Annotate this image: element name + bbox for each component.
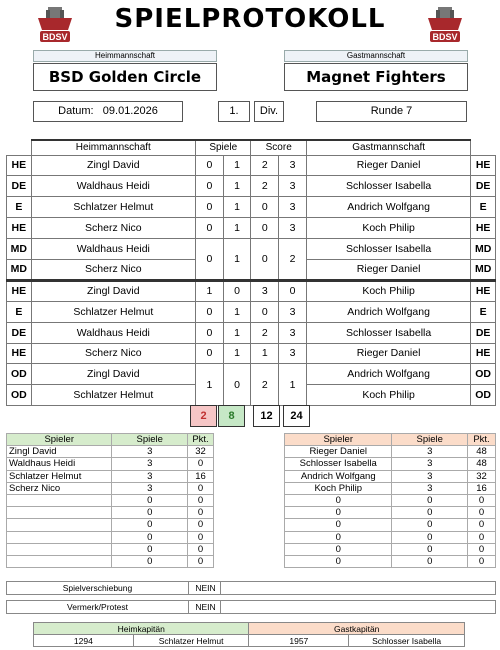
away-games: 0: [223, 364, 251, 406]
home-games: 0: [196, 197, 224, 218]
away-captain-id: 1957: [249, 635, 349, 647]
match-row: [7, 239, 496, 260]
stats-points: 0: [188, 555, 214, 567]
match-row: [7, 280, 496, 301]
away-games: 1: [223, 301, 251, 322]
stats-points: 0: [468, 519, 496, 531]
date-label: Datum:: [58, 105, 94, 117]
stats-games: 0: [112, 531, 188, 543]
stats-header: [7, 434, 214, 446]
stats-player: 0: [285, 494, 392, 506]
game-type-home: MD: [7, 239, 32, 260]
match-row: [7, 176, 496, 197]
home-player: Waldhaus Heidi: [31, 176, 195, 197]
captains-row: [34, 635, 465, 647]
stats-games: 0: [392, 543, 468, 555]
home-captain-id: 1294: [34, 635, 134, 647]
stats-row: [285, 543, 496, 555]
stats-points: 48: [468, 446, 496, 458]
stats-player: [7, 519, 112, 531]
stats-player: [7, 507, 112, 519]
stats-row: [7, 446, 214, 458]
home-score: 2: [251, 176, 279, 197]
stats-points: 0: [188, 482, 214, 494]
stats-row: [285, 458, 496, 470]
home-player: Scherz Nico: [31, 343, 195, 364]
game-type-away: E: [471, 197, 496, 218]
stats-row: [7, 494, 214, 506]
header-spiele: Spiele: [196, 140, 251, 155]
match-row: [7, 343, 496, 364]
stats-games: 0: [392, 555, 468, 567]
home-captain-label: Heimkapitän: [34, 623, 249, 635]
away-player: Koch Philip: [306, 280, 470, 301]
away-score: 3: [279, 343, 307, 364]
header-home: Heimmannschaft: [31, 140, 195, 155]
svg-text:BDSV: BDSV: [42, 32, 68, 42]
match-row: [7, 322, 496, 343]
stats-player: Scherz Nico: [7, 482, 112, 494]
stats-games: 3: [392, 482, 468, 494]
home-team-label: Heimmannschaft: [33, 50, 217, 62]
stats-points: 48: [468, 458, 496, 470]
match-table: [6, 139, 496, 406]
home-score: 1: [251, 343, 279, 364]
stats-games: 3: [392, 458, 468, 470]
away-games: 1: [223, 176, 251, 197]
home-score: 3: [251, 280, 279, 301]
division-number: 1.: [218, 101, 250, 122]
stats-player: Zingl David: [7, 446, 112, 458]
stats-games: 0: [112, 494, 188, 506]
stats-player: 0: [285, 555, 392, 567]
stats-header: [285, 434, 496, 446]
home-player: Schlatzer Helmut: [31, 385, 195, 406]
stats-points: 0: [188, 543, 214, 555]
stats-header-player: Spieler: [285, 434, 392, 446]
away-games: 1: [223, 239, 251, 281]
away-score: 1: [279, 364, 307, 406]
away-score: 3: [279, 301, 307, 322]
away-score: 3: [279, 197, 307, 218]
stats-points: 0: [468, 555, 496, 567]
home-player: Schlatzer Helmut: [31, 197, 195, 218]
game-type-home: OD: [7, 364, 32, 385]
game-type-home: OD: [7, 385, 32, 406]
home-games: 0: [196, 218, 224, 239]
away-player: Rieger Daniel: [306, 343, 470, 364]
away-score: 0: [279, 280, 307, 301]
away-player-stats: [284, 433, 496, 568]
home-games: 0: [196, 155, 224, 176]
home-games: 1: [196, 280, 224, 301]
match-row: [7, 301, 496, 322]
away-player: Koch Philip: [306, 218, 470, 239]
total-games-away: 8: [218, 405, 245, 427]
stats-games: 0: [112, 543, 188, 555]
home-player: Scherz Nico: [31, 259, 195, 280]
stats-player: 0: [285, 543, 392, 555]
home-games: 0: [196, 239, 224, 281]
away-player: Rieger Daniel: [306, 155, 470, 176]
away-score: 2: [279, 239, 307, 281]
away-score: 3: [279, 322, 307, 343]
game-type-away: OD: [471, 385, 496, 406]
away-player: Rieger Daniel: [306, 259, 470, 280]
game-type-away: E: [471, 301, 496, 322]
home-games: 1: [196, 364, 224, 406]
postponement-value: NEIN: [191, 582, 221, 594]
home-score: 0: [251, 301, 279, 322]
game-type-home: HE: [7, 155, 32, 176]
game-type-home: E: [7, 301, 32, 322]
stats-player: Waldhaus Heidi: [7, 458, 112, 470]
game-type-home: HE: [7, 218, 32, 239]
home-games: 0: [196, 322, 224, 343]
stats-row: [7, 555, 214, 567]
stats-player: [7, 494, 112, 506]
away-games: 1: [223, 343, 251, 364]
home-score: 0: [251, 197, 279, 218]
game-type-away: MD: [471, 259, 496, 280]
game-type-home: MD: [7, 259, 32, 280]
stats-row: [7, 543, 214, 555]
stats-player: 0: [285, 507, 392, 519]
away-team-label: Gastmannschaft: [284, 50, 468, 62]
game-type-home: HE: [7, 343, 32, 364]
protest-value: NEIN: [191, 601, 221, 613]
match-table-header: [7, 140, 496, 155]
captains-header: [34, 623, 465, 635]
game-type-home: HE: [7, 280, 32, 301]
svg-text:BDSV: BDSV: [432, 32, 458, 42]
home-player: Zingl David: [31, 155, 195, 176]
stats-row: [285, 470, 496, 482]
home-player: Zingl David: [31, 280, 195, 301]
date-field: [33, 101, 183, 122]
stats-games: 0: [392, 507, 468, 519]
stats-row: [285, 507, 496, 519]
home-score: 2: [251, 322, 279, 343]
stats-points: 32: [188, 446, 214, 458]
stats-games: 0: [112, 555, 188, 567]
away-games: 1: [223, 218, 251, 239]
match-row: [7, 197, 496, 218]
home-games: 0: [196, 343, 224, 364]
away-score: 3: [279, 176, 307, 197]
stats-row: [285, 531, 496, 543]
away-team-name: Magnet Fighters: [284, 63, 468, 91]
home-score: 2: [251, 155, 279, 176]
stats-player: Rieger Daniel: [285, 446, 392, 458]
game-type-away: DE: [471, 322, 496, 343]
game-type-away: OD: [471, 364, 496, 385]
stats-player: Andrich Wolfgang: [285, 470, 392, 482]
away-games: 1: [223, 155, 251, 176]
stats-row: [7, 531, 214, 543]
total-score-home: 12: [253, 405, 280, 427]
game-type-home: DE: [7, 322, 32, 343]
stats-header-games: Spiele: [112, 434, 188, 446]
stats-points: 0: [188, 494, 214, 506]
stats-row: [285, 482, 496, 494]
stats-row: [7, 470, 214, 482]
stats-games: 3: [112, 446, 188, 458]
page-title: SPIELPROTOKOLL: [114, 4, 386, 34]
round-field: Runde 7: [316, 101, 467, 122]
header-score: Score: [251, 140, 306, 155]
away-player: Andrich Wolfgang: [306, 364, 470, 385]
protest-label: Vermerk/Protest: [7, 601, 189, 613]
stats-games: 3: [112, 482, 188, 494]
total-games-home: 2: [190, 405, 217, 427]
away-games: 1: [223, 322, 251, 343]
stats-points: 16: [468, 482, 496, 494]
stats-games: 3: [392, 446, 468, 458]
stats-player: Koch Philip: [285, 482, 392, 494]
stats-points: 0: [468, 494, 496, 506]
match-row: [7, 364, 496, 385]
away-captain-label: Gastkapitän: [249, 623, 465, 635]
stats-games: 0: [392, 494, 468, 506]
stats-points: 32: [468, 470, 496, 482]
away-player: Schlosser Isabella: [306, 239, 470, 260]
stats-games: 3: [112, 458, 188, 470]
home-captain-name: Schlatzer Helmut: [133, 635, 249, 647]
stats-points: 0: [468, 543, 496, 555]
home-player: Scherz Nico: [31, 218, 195, 239]
stats-player: Schlosser Isabella: [285, 458, 392, 470]
home-player: Schlatzer Helmut: [31, 301, 195, 322]
stats-player: 0: [285, 519, 392, 531]
stats-row: [285, 555, 496, 567]
game-type-away: HE: [471, 343, 496, 364]
date-value: 09.01.2026: [102, 105, 158, 117]
stats-header-points: Pkt.: [188, 434, 214, 446]
stats-row: [7, 482, 214, 494]
game-type-away: HE: [471, 218, 496, 239]
stats-points: 16: [188, 470, 214, 482]
stats-player: [7, 531, 112, 543]
game-type-away: HE: [471, 280, 496, 301]
stats-player: [7, 543, 112, 555]
postponement-row: [6, 581, 496, 595]
away-games: 1: [223, 197, 251, 218]
stats-games: 3: [112, 470, 188, 482]
game-type-away: HE: [471, 155, 496, 176]
home-player: Waldhaus Heidi: [31, 322, 195, 343]
stats-row: [7, 519, 214, 531]
home-player: Waldhaus Heidi: [31, 239, 195, 260]
stats-player: Schlatzer Helmut: [7, 470, 112, 482]
stats-games: 0: [112, 507, 188, 519]
home-score: 2: [251, 364, 279, 406]
game-type-away: MD: [471, 239, 496, 260]
game-type-home: DE: [7, 176, 32, 197]
home-player-stats: [6, 433, 214, 568]
stats-player: [7, 555, 112, 567]
match-row: [7, 218, 496, 239]
stats-row: [285, 446, 496, 458]
captains-table: [33, 622, 465, 647]
away-score: 3: [279, 218, 307, 239]
stats-points: 0: [188, 519, 214, 531]
home-games: 0: [196, 176, 224, 197]
postponement-label: Spielverschiebung: [7, 582, 189, 594]
away-player: Koch Philip: [306, 385, 470, 406]
stats-row: [7, 507, 214, 519]
stats-games: 0: [112, 519, 188, 531]
stats-points: 0: [188, 507, 214, 519]
stats-header-games: Spiele: [392, 434, 468, 446]
total-score-away: 24: [283, 405, 310, 427]
stats-row: [7, 458, 214, 470]
stats-header-points: Pkt.: [468, 434, 496, 446]
protest-row: [6, 600, 496, 614]
game-type-away: DE: [471, 176, 496, 197]
stats-games: 0: [392, 531, 468, 543]
stats-row: [285, 519, 496, 531]
stats-games: 0: [392, 519, 468, 531]
header-away: Gastmannschaft: [306, 140, 470, 155]
stats-points: 0: [188, 458, 214, 470]
home-team-name: BSD Golden Circle: [33, 63, 217, 91]
away-player: Andrich Wolfgang: [306, 197, 470, 218]
stats-points: 0: [188, 531, 214, 543]
home-score: 0: [251, 218, 279, 239]
away-player: Schlosser Isabella: [306, 322, 470, 343]
division-label: Div.: [254, 101, 284, 122]
stats-games: 3: [392, 470, 468, 482]
away-player: Andrich Wolfgang: [306, 301, 470, 322]
stats-points: 0: [468, 507, 496, 519]
stats-row: [285, 494, 496, 506]
game-type-home: E: [7, 197, 32, 218]
home-player: Zingl David: [31, 364, 195, 385]
away-captain-name: Schlosser Isabella: [349, 635, 465, 647]
home-games: 0: [196, 301, 224, 322]
match-row: [7, 155, 496, 176]
stats-points: 0: [468, 531, 496, 543]
stats-player: 0: [285, 531, 392, 543]
away-player: Schlosser Isabella: [306, 176, 470, 197]
stats-header-player: Spieler: [7, 434, 112, 446]
away-games: 0: [223, 280, 251, 301]
home-score: 0: [251, 239, 279, 281]
away-score: 3: [279, 155, 307, 176]
